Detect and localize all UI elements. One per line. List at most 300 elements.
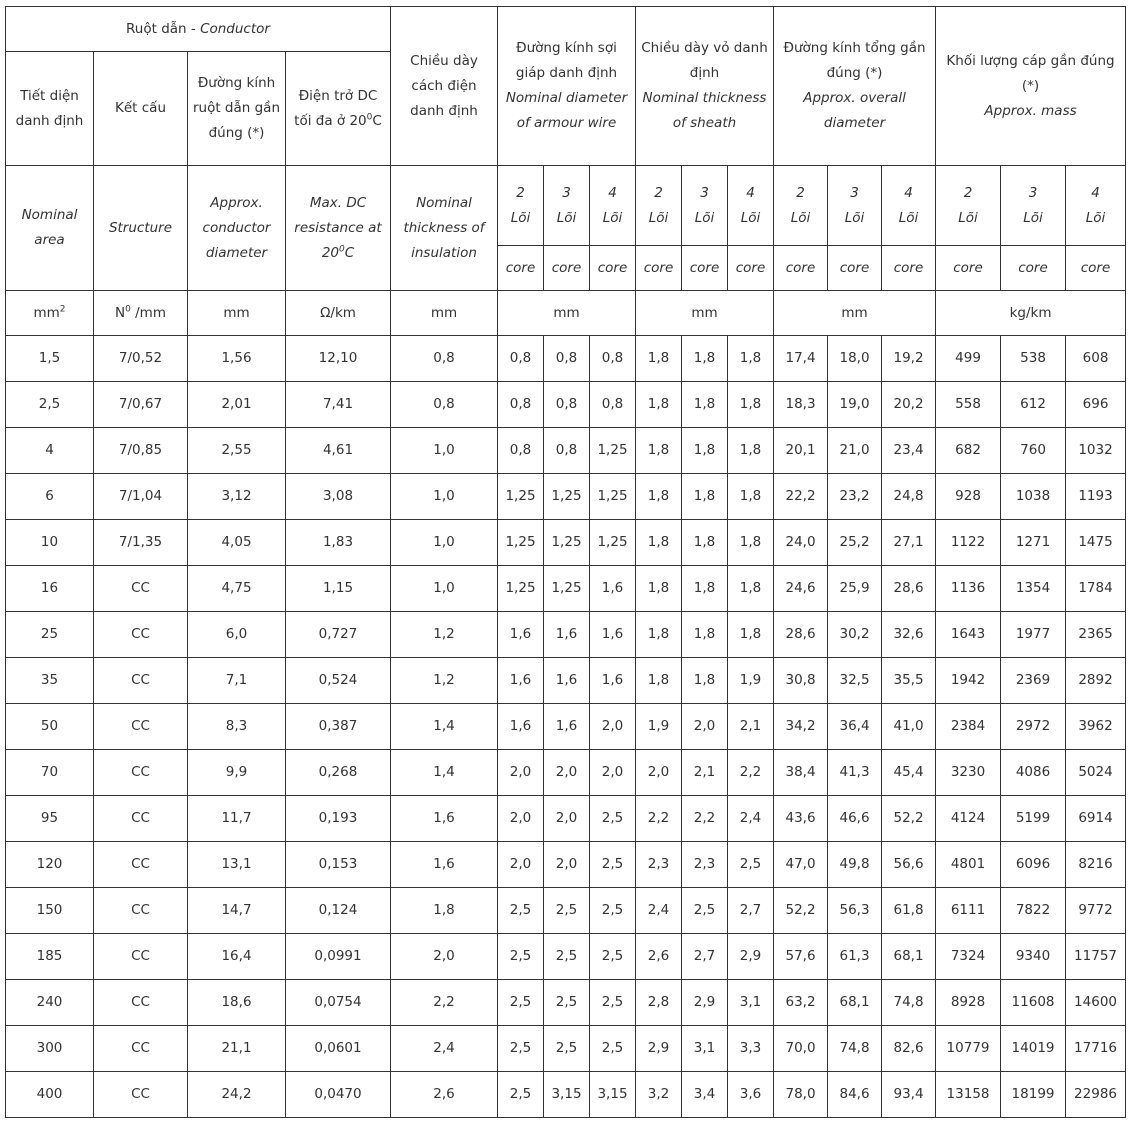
table-cell: 6096	[1001, 842, 1066, 888]
table-cell: 682	[936, 428, 1001, 474]
header-insulation-en: Nominal thickness of insulation	[391, 166, 498, 291]
table-cell: 7/1,04	[94, 474, 188, 520]
table-cell: 2972	[1001, 704, 1066, 750]
table-cell: 28,6	[774, 612, 828, 658]
table-cell: 21,1	[188, 1026, 286, 1072]
header-overall-diameter: Đường kính tổng gần đúng (*) Approx. overall diameter	[774, 7, 936, 166]
table-cell: 1,25	[590, 428, 636, 474]
table-cell: CC	[94, 1072, 188, 1118]
table-cell: CC	[94, 566, 188, 612]
table-cell: 1271	[1001, 520, 1066, 566]
table-cell: 12,10	[286, 336, 391, 382]
table-cell: 1,25	[544, 566, 590, 612]
table-cell: 2,6	[636, 934, 682, 980]
table-cell: 1,8	[728, 336, 774, 382]
table-cell: 0,387	[286, 704, 391, 750]
table-cell: 2365	[1066, 612, 1126, 658]
table-cell: 11,7	[188, 796, 286, 842]
table-cell: 1,6	[498, 658, 544, 704]
table-cell: 1,8	[728, 612, 774, 658]
table-cell: 2,6	[391, 1072, 498, 1118]
table-cell: 61,3	[828, 934, 882, 980]
core-label: core	[728, 246, 774, 291]
table-cell: CC	[94, 934, 188, 980]
table-cell: 1,4	[391, 750, 498, 796]
table-cell: 25,2	[828, 520, 882, 566]
header-dc-res-en: Max. DC resistance at $20^0C$	[286, 166, 391, 291]
table-cell: 2,2	[391, 980, 498, 1026]
table-cell: 1,25	[544, 474, 590, 520]
table-cell: 2,7	[682, 934, 728, 980]
table-cell: 1,8	[682, 566, 728, 612]
overall-core-2: 2 Lõi	[774, 166, 828, 246]
cable-spec-table-container	[5, 6, 1126, 1118]
header-armour: Đường kính sợi giáp danh định Nominal diameter of armour wire	[498, 7, 636, 166]
table-cell: 61,8	[882, 888, 936, 934]
table-cell: 1643	[936, 612, 1001, 658]
table-cell: 1136	[936, 566, 1001, 612]
table-cell: 18199	[1001, 1072, 1066, 1118]
table-cell: CC	[94, 888, 188, 934]
table-cell: 2,5	[498, 980, 544, 1026]
table-cell: 1,2	[391, 658, 498, 704]
table-cell: 2,5	[590, 934, 636, 980]
table-cell: 5024	[1066, 750, 1126, 796]
table-cell: 2,5	[498, 1072, 544, 1118]
table-cell: 1,4	[391, 704, 498, 750]
overall-core-4: 4 Lõi	[882, 166, 936, 246]
table-row	[6, 704, 1126, 750]
table-cell: 7/1,35	[94, 520, 188, 566]
table-cell: 4,05	[188, 520, 286, 566]
table-cell: 2,5	[590, 1026, 636, 1072]
table-cell: 2,0	[590, 704, 636, 750]
table-cell: 0,8	[498, 382, 544, 428]
unit-overall: mm	[774, 291, 936, 336]
table-cell: 16	[6, 566, 94, 612]
table-cell: 1,56	[188, 336, 286, 382]
table-cell: 1,8	[728, 428, 774, 474]
table-cell: 1,8	[391, 888, 498, 934]
header-mass: Khối lượng cáp gần đúng (*) Approx. mass	[936, 7, 1126, 166]
table-cell: 70,0	[774, 1026, 828, 1072]
table-cell: 50	[6, 704, 94, 750]
table-cell: 2,5	[498, 1026, 544, 1072]
unit-dc-res: Ω/km	[286, 291, 391, 336]
table-cell: 3,4	[682, 1072, 728, 1118]
mass-core-2: 2 Lõi	[936, 166, 1001, 246]
table-cell: 21,0	[828, 428, 882, 474]
table-cell: 6914	[1066, 796, 1126, 842]
table-cell: 2,5	[590, 980, 636, 1026]
table-cell: CC	[94, 750, 188, 796]
table-cell: 1,6	[498, 704, 544, 750]
table-cell: 4,75	[188, 566, 286, 612]
table-cell: 7/0,52	[94, 336, 188, 382]
table-cell: 185	[6, 934, 94, 980]
table-row	[6, 1026, 1126, 1072]
table-cell: 1,25	[498, 474, 544, 520]
table-cell: 2,4	[636, 888, 682, 934]
header-dc-res-vi: Điện trở DC tối đa ở $20^0C$	[286, 52, 391, 166]
core-label: core	[544, 246, 590, 291]
table-cell: 1,8	[636, 658, 682, 704]
table-cell: 6,0	[188, 612, 286, 658]
unit-mass: kg/km	[936, 291, 1126, 336]
table-row	[6, 796, 1126, 842]
table-cell: 2,2	[636, 796, 682, 842]
table-cell: 2,4	[728, 796, 774, 842]
table-cell: 2,8	[636, 980, 682, 1026]
table-cell: 4801	[936, 842, 1001, 888]
table-cell: 7324	[936, 934, 1001, 980]
table-cell: 9,9	[188, 750, 286, 796]
armour-core-2: 2 Lõi	[498, 166, 544, 246]
table-cell: 150	[6, 888, 94, 934]
table-cell: 1,6	[391, 796, 498, 842]
table-cell: 32,6	[882, 612, 936, 658]
table-cell: 760	[1001, 428, 1066, 474]
table-cell: 4,61	[286, 428, 391, 474]
table-cell: 400	[6, 1072, 94, 1118]
table-cell: 1,0	[391, 428, 498, 474]
table-cell: 41,3	[828, 750, 882, 796]
table-cell: 1354	[1001, 566, 1066, 612]
table-cell: 1,8	[636, 474, 682, 520]
table-cell: 74,8	[882, 980, 936, 1026]
table-cell: 2,5	[544, 980, 590, 1026]
table-cell: 7/0,85	[94, 428, 188, 474]
table-cell: 2,5	[544, 1026, 590, 1072]
table-cell: 1942	[936, 658, 1001, 704]
table-cell: 95	[6, 796, 94, 842]
table-row	[6, 980, 1126, 1026]
table-cell: 2892	[1066, 658, 1126, 704]
table-cell: 14,7	[188, 888, 286, 934]
table-cell: 2,7	[728, 888, 774, 934]
table-cell: 2,55	[188, 428, 286, 474]
table-cell: 82,6	[882, 1026, 936, 1072]
table-cell: 1,0	[391, 566, 498, 612]
table-cell: 2384	[936, 704, 1001, 750]
mass-core-3: 3 Lõi	[1001, 166, 1066, 246]
table-cell: 1,8	[636, 612, 682, 658]
table-cell: 20,1	[774, 428, 828, 474]
table-cell: 8928	[936, 980, 1001, 1026]
table-cell: 38,4	[774, 750, 828, 796]
table-row	[6, 750, 1126, 796]
table-cell: 18,3	[774, 382, 828, 428]
table-cell: 2,9	[728, 934, 774, 980]
table-cell: 3,1	[728, 980, 774, 1026]
table-cell: 2,2	[682, 796, 728, 842]
table-cell: 0,193	[286, 796, 391, 842]
core-label: core	[682, 246, 728, 291]
armour-core-4: 4 Lõi	[590, 166, 636, 246]
table-cell: 7,41	[286, 382, 391, 428]
table-cell: 1038	[1001, 474, 1066, 520]
table-cell: 2,01	[188, 382, 286, 428]
table-cell: 0,0470	[286, 1072, 391, 1118]
table-cell: 27,1	[882, 520, 936, 566]
table-cell: CC	[94, 796, 188, 842]
table-cell: 1,6	[544, 612, 590, 658]
table-cell: 3,12	[188, 474, 286, 520]
table-cell: 24,2	[188, 1072, 286, 1118]
table-cell: 1,5	[6, 336, 94, 382]
table-cell: 612	[1001, 382, 1066, 428]
table-cell: 0,8	[391, 336, 498, 382]
table-cell: 18,0	[828, 336, 882, 382]
table-cell: 928	[936, 474, 1001, 520]
table-cell: CC	[94, 980, 188, 1026]
table-cell: 2,0	[590, 750, 636, 796]
table-cell: 1032	[1066, 428, 1126, 474]
table-cell: 56,6	[882, 842, 936, 888]
table-cell: 2,0	[544, 750, 590, 796]
table-cell: 1,25	[544, 520, 590, 566]
table-cell: 84,6	[828, 1072, 882, 1118]
table-cell: 11608	[1001, 980, 1066, 1026]
core-label: core	[936, 246, 1001, 291]
table-cell: 1,8	[682, 336, 728, 382]
table-cell: 9340	[1001, 934, 1066, 980]
table-cell: 70	[6, 750, 94, 796]
table-cell: 0,8	[544, 428, 590, 474]
table-cell: 1,25	[590, 474, 636, 520]
table-cell: 1,0	[391, 520, 498, 566]
table-row	[6, 1072, 1126, 1118]
table-cell: 1,8	[636, 336, 682, 382]
table-cell: 0,124	[286, 888, 391, 934]
table-cell: 30,2	[828, 612, 882, 658]
table-cell: 19,0	[828, 382, 882, 428]
mass-core-4: 4 Lõi	[1066, 166, 1126, 246]
table-cell: 52,2	[774, 888, 828, 934]
header-area-en: Nominal area	[6, 166, 94, 291]
table-cell: 1,8	[636, 566, 682, 612]
header-area-vi: Tiết diện danh định	[6, 52, 94, 166]
table-cell: 24,8	[882, 474, 936, 520]
table-cell: 2,1	[728, 704, 774, 750]
table-cell: 0,0601	[286, 1026, 391, 1072]
table-cell: 2,0	[391, 934, 498, 980]
table-cell: 0,524	[286, 658, 391, 704]
unit-sheath: mm	[636, 291, 774, 336]
header-cond-dia-en: Approx. conductor diameter	[188, 166, 286, 291]
table-cell: CC	[94, 704, 188, 750]
overall-core-3: 3 Lõi	[828, 166, 882, 246]
table-cell: 1,6	[391, 842, 498, 888]
table-cell: 9772	[1066, 888, 1126, 934]
table-cell: 32,5	[828, 658, 882, 704]
table-cell: 20,2	[882, 382, 936, 428]
table-cell: 2,0	[636, 750, 682, 796]
table-row	[6, 336, 1126, 382]
table-cell: 1,15	[286, 566, 391, 612]
table-cell: 78,0	[774, 1072, 828, 1118]
table-cell: 608	[1066, 336, 1126, 382]
table-cell: 120	[6, 842, 94, 888]
armour-core-3: 3 Lõi	[544, 166, 590, 246]
sheath-core-2: 2 Lõi	[636, 166, 682, 246]
table-cell: 0,8	[498, 428, 544, 474]
table-cell: 25,9	[828, 566, 882, 612]
table-cell: 300	[6, 1026, 94, 1072]
table-cell: 2,0	[498, 796, 544, 842]
table-cell: 2,5	[498, 934, 544, 980]
table-cell: 5199	[1001, 796, 1066, 842]
table-cell: 10	[6, 520, 94, 566]
table-cell: 8216	[1066, 842, 1126, 888]
table-cell: 3,2	[636, 1072, 682, 1118]
table-cell: 56,3	[828, 888, 882, 934]
table-cell: 30,8	[774, 658, 828, 704]
table-cell: 2,5	[590, 888, 636, 934]
header-conductor: Ruột dẫn - Conductor	[6, 7, 391, 52]
table-cell: 538	[1001, 336, 1066, 382]
table-cell: 1475	[1066, 520, 1126, 566]
table-cell: 25	[6, 612, 94, 658]
header-structure-vi: Kết cấu	[94, 52, 188, 166]
table-cell: 0,153	[286, 842, 391, 888]
table-cell: 1,8	[682, 612, 728, 658]
table-cell: 0,0991	[286, 934, 391, 980]
core-label: core	[828, 246, 882, 291]
table-cell: 2,2	[728, 750, 774, 796]
table-cell: 1,0	[391, 474, 498, 520]
core-label: core	[498, 246, 544, 291]
table-cell: 34,2	[774, 704, 828, 750]
table-cell: 1,25	[498, 520, 544, 566]
table-cell: 2,5	[590, 842, 636, 888]
table-cell: 7822	[1001, 888, 1066, 934]
table-cell: 2,5	[590, 796, 636, 842]
sheath-core-4: 4 Lõi	[728, 166, 774, 246]
table-cell: 0,8	[590, 382, 636, 428]
table-cell: 3230	[936, 750, 1001, 796]
table-row	[6, 520, 1126, 566]
unit-armour: mm	[498, 291, 636, 336]
table-cell: 13,1	[188, 842, 286, 888]
table-cell: 2,0	[544, 842, 590, 888]
table-row	[6, 658, 1126, 704]
core-label: core	[590, 246, 636, 291]
table-cell: 14019	[1001, 1026, 1066, 1072]
cable-spec-table	[5, 6, 1126, 1118]
table-cell: 11757	[1066, 934, 1126, 980]
table-cell: 1,2	[391, 612, 498, 658]
header-cond-dia-vi: Đường kính ruột dẫn gần đúng (*)	[188, 52, 286, 166]
table-cell: 10779	[936, 1026, 1001, 1072]
table-cell: 7/0,67	[94, 382, 188, 428]
table-cell: 1,9	[636, 704, 682, 750]
table-cell: 1,25	[498, 566, 544, 612]
core-label: core	[1001, 246, 1066, 291]
unit-insulation: mm	[391, 291, 498, 336]
table-cell: 1,8	[682, 428, 728, 474]
header-sheath: Chiều dày vỏ danh định Nominal thickness of sheath	[636, 7, 774, 166]
table-cell: 8,3	[188, 704, 286, 750]
table-cell: 2,0	[498, 842, 544, 888]
unit-area: $mm^2$	[6, 291, 94, 336]
table-cell: 68,1	[882, 934, 936, 980]
table-cell: 4124	[936, 796, 1001, 842]
table-cell: 6	[6, 474, 94, 520]
table-cell: 2,0	[682, 704, 728, 750]
table-cell: CC	[94, 1026, 188, 1072]
table-row	[6, 428, 1126, 474]
table-cell: 1,83	[286, 520, 391, 566]
table-cell: 3,6	[728, 1072, 774, 1118]
core-label: core	[882, 246, 936, 291]
table-row	[6, 382, 1126, 428]
table-cell: 1,6	[590, 612, 636, 658]
table-cell: 1,8	[728, 566, 774, 612]
table-cell: CC	[94, 842, 188, 888]
table-cell: 1,6	[544, 658, 590, 704]
table-cell: 18,6	[188, 980, 286, 1026]
table-cell: 35,5	[882, 658, 936, 704]
table-cell: 16,4	[188, 934, 286, 980]
table-cell: 2,5	[682, 888, 728, 934]
table-cell: 68,1	[828, 980, 882, 1026]
table-row	[6, 888, 1126, 934]
unit-cond-dia: mm	[188, 291, 286, 336]
table-cell: 22986	[1066, 1072, 1126, 1118]
table-cell: 36,4	[828, 704, 882, 750]
table-cell: 2,5	[498, 888, 544, 934]
unit-structure: $N^0$ /mm	[94, 291, 188, 336]
table-cell: 2,5	[6, 382, 94, 428]
table-cell: 6111	[936, 888, 1001, 934]
table-cell: 1977	[1001, 612, 1066, 658]
table-cell: 17,4	[774, 336, 828, 382]
table-cell: 4086	[1001, 750, 1066, 796]
table-cell: 2,5	[544, 934, 590, 980]
sheath-core-3: 3 Lõi	[682, 166, 728, 246]
table-cell: 2,3	[636, 842, 682, 888]
table-cell: 22,2	[774, 474, 828, 520]
table-cell: 2,5	[728, 842, 774, 888]
core-label: core	[636, 246, 682, 291]
table-cell: 47,0	[774, 842, 828, 888]
table-cell: 0,8	[391, 382, 498, 428]
table-cell: 0,268	[286, 750, 391, 796]
table-cell: 2,5	[544, 888, 590, 934]
table-cell: 1193	[1066, 474, 1126, 520]
table-cell: 52,2	[882, 796, 936, 842]
table-cell: 2,1	[682, 750, 728, 796]
table-cell: 23,4	[882, 428, 936, 474]
table-cell: 2,0	[498, 750, 544, 796]
table-cell: 0,727	[286, 612, 391, 658]
table-cell: 45,4	[882, 750, 936, 796]
table-cell: 28,6	[882, 566, 936, 612]
table-cell: 1,8	[728, 382, 774, 428]
table-cell: 1,8	[682, 382, 728, 428]
table-cell: CC	[94, 658, 188, 704]
table-cell: 1,6	[498, 612, 544, 658]
table-cell: 1,25	[590, 520, 636, 566]
table-cell: 14600	[1066, 980, 1126, 1026]
table-row	[6, 842, 1126, 888]
table-cell: 23,2	[828, 474, 882, 520]
table-cell: 49,8	[828, 842, 882, 888]
core-label: core	[774, 246, 828, 291]
table-cell: 41,0	[882, 704, 936, 750]
table-cell: 1,9	[728, 658, 774, 704]
